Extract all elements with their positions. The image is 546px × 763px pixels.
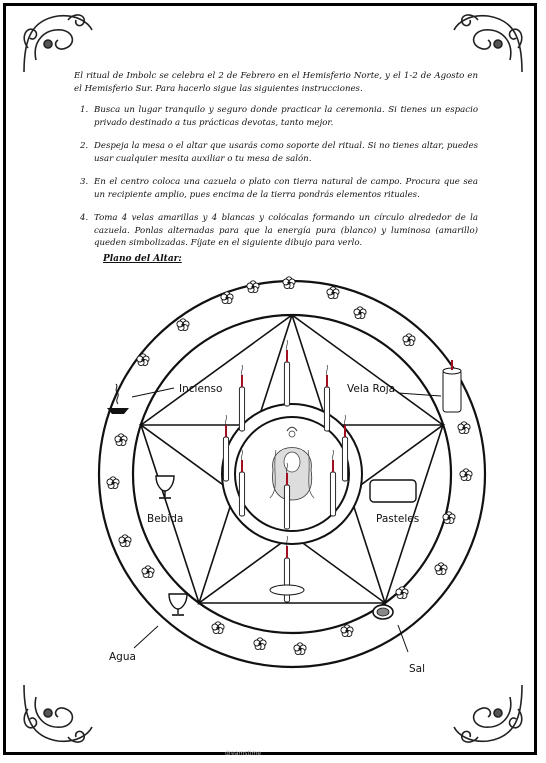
step-text: Despeja la mesa o el altar que usarás como soporte del ritual. Si no tienes altar, puedes usar cualquier mesita auxiliar o tu mesa de salón. <box>94 141 478 164</box>
candle-icon <box>270 536 304 602</box>
flower-icon <box>247 281 259 293</box>
flower-icon <box>460 469 472 481</box>
red-candle-icon <box>443 360 461 412</box>
candle-icon <box>284 340 289 406</box>
label-bebida: Bebida <box>147 513 184 525</box>
candle-icon <box>239 365 244 431</box>
step-text: Busca un lugar tranquilo y seguro donde practicar la ceremonia. Si tienes un espacio privado destinado a tus prácticas devotas, tanto mejor. <box>94 105 478 128</box>
flower-icon <box>403 334 415 346</box>
watermark: dreamstime <box>225 750 262 757</box>
flower-icon <box>142 566 154 578</box>
label-agua: Agua <box>109 651 136 663</box>
step-text: Toma 4 velas amarillas y 4 blancas y colócalas formando un círculo alrededor de la cazuela. Ponlas alternadas para que la energía pura (blanco) y luminosa (amarillo) queden simbolizadas. Fíjate en el siguiente dibujo para verlo. <box>94 213 478 248</box>
flower-icon <box>177 319 189 331</box>
flower-icon <box>294 643 306 655</box>
flower-icon <box>327 287 339 299</box>
step-number: 2. <box>80 141 89 151</box>
step-number: 4. <box>80 213 89 223</box>
candle-icon <box>324 365 329 431</box>
flower-icon <box>212 622 224 634</box>
flower-icon <box>341 625 353 637</box>
step-number: 1. <box>80 105 89 115</box>
step-text: En el centro coloca una cazuela o plato con tierra natural de campo. Procura que sea un recipiente amplio, pues encima de la tierra pondrás elementos rituales. <box>94 177 478 200</box>
flower-icon <box>283 277 295 289</box>
flower-icon <box>119 535 131 547</box>
label-sal: Sal <box>409 663 426 675</box>
flower-icon <box>396 587 408 599</box>
flower-icon <box>254 638 266 650</box>
label-incienso: Incienso <box>179 383 223 395</box>
label-vela-roja: Vela Roja <box>347 383 396 395</box>
flower-icon <box>354 307 366 319</box>
flower-icon <box>115 434 127 446</box>
chalice-icon <box>169 594 187 615</box>
flower-icon <box>435 563 447 575</box>
flower-icon <box>443 512 455 524</box>
step-number: 3. <box>80 177 89 187</box>
label-pasteles: Pasteles <box>376 513 420 525</box>
chalice-icon <box>156 476 174 498</box>
pastry-tray-icon <box>370 480 416 502</box>
salt-bowl-icon <box>373 605 393 619</box>
flower-icon <box>107 477 119 489</box>
flower-icon <box>458 422 470 434</box>
plan-title: Plano del Altar: <box>103 254 182 264</box>
intro-paragraph: El ritual de Imbolc se celebra el 2 de Febrero en el Hemisferio Norte, y el 1-2 de Agosto en el Hemisferio Sur. Para hacerlo sigue las siguientes instrucciones. <box>74 71 478 94</box>
